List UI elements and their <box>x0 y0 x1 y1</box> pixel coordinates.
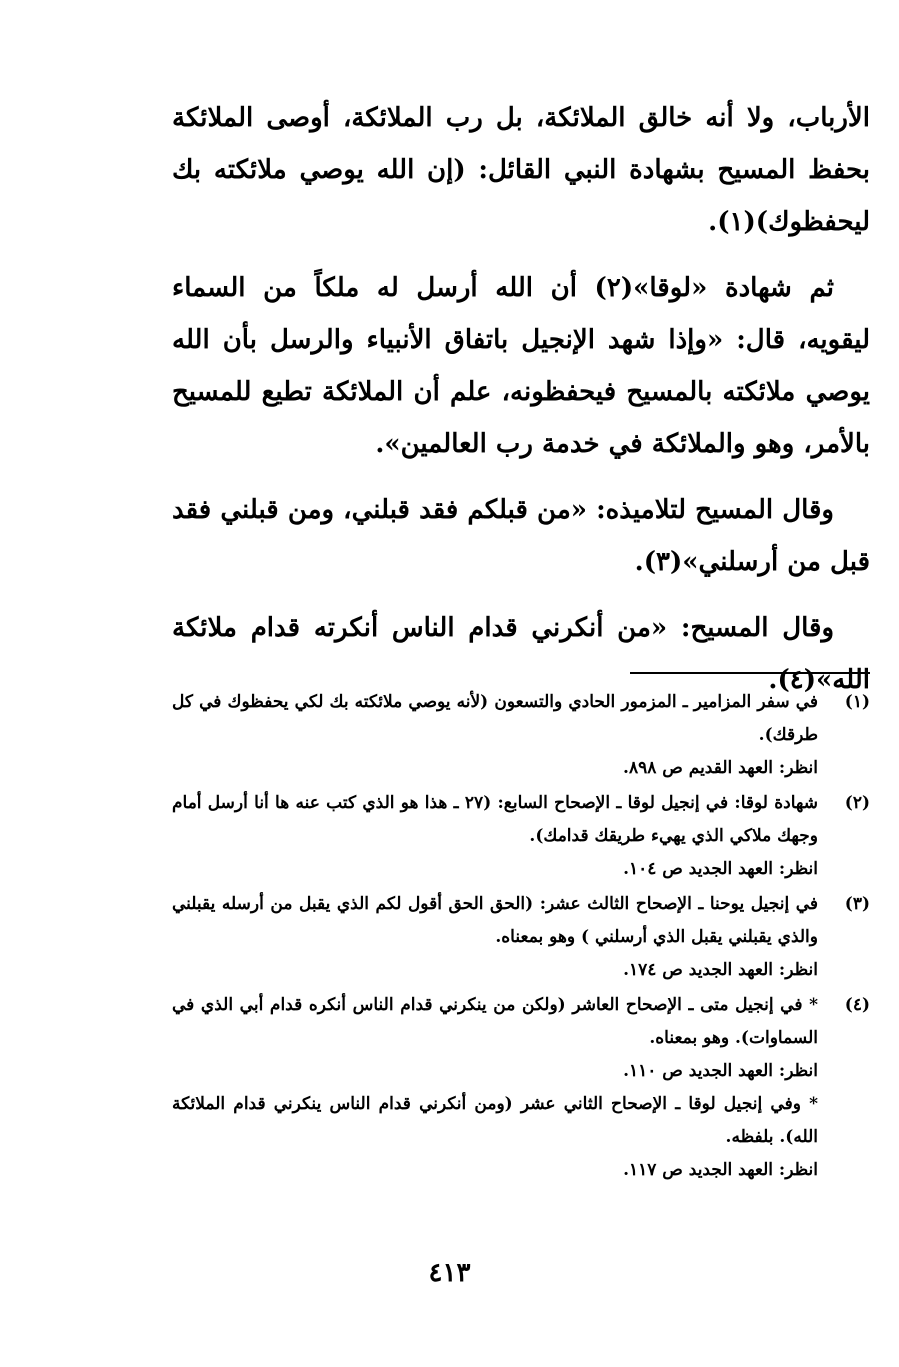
footnote <box>172 787 870 886</box>
footnote-line: في سفر المزامير ـ المزمور الحادي والتسعون (لأنه يوصي ملائكته بك لكي يحفظوك في كل طرقك). <box>172 692 818 745</box>
footnote-number: (٤) <box>844 995 870 1015</box>
footnote-line: * في إنجيل متى ـ الإصحاح العاشر (ولكن من ينكرني قدام الناس أنكره قدام أبي الذي في السماوات). وهو بمعناه. <box>172 995 818 1048</box>
paragraph: وقال المسيح لتلاميذه: «من قبلكم فقد قبلني، ومن قبلني فقد قبل من أرسلني»(٣). <box>172 495 870 577</box>
footnotes <box>172 686 870 1189</box>
footnote-line: انظر: العهد الجديد ص ١٧٤. <box>623 960 818 980</box>
page-number: ٤١٣ <box>428 1258 471 1288</box>
footnote-separator <box>630 672 870 674</box>
footnote <box>172 686 870 785</box>
paragraph: وقال المسيح: «من أنكرني قدام الناس أنكرته قدام ملائكة الله»(٤). <box>172 613 870 695</box>
footnote-line: شهادة لوقا: في إنجيل لوقا ـ الإصحاح السابع: (٢٧ ـ هذا هو الذي كتب عنه ها أنا أرسل أمام وجهك ملاكي الذي يهيء طريقك قدامك). <box>172 793 818 846</box>
footnote-line: انظر: العهد الجديد ص ١٠٤. <box>623 859 818 879</box>
footnote-line: انظر: العهد الجديد ص ١١٠. <box>623 1061 818 1081</box>
footnote-line: * وفي إنجيل لوقا ـ الإصحاح الثاني عشر (ومن أنكرني قدام الناس ينكرني قدام الملائكة الله). بلفظه. <box>172 1094 818 1147</box>
footnote-line: انظر: العهد الجديد ص ١١٧. <box>623 1160 818 1180</box>
footnote-number: (١) <box>844 692 870 712</box>
paragraph: ثم شهادة «لوقا»(٢) أن الله أرسل له ملكاً من السماء ليقويه، قال: «وإذا شهد الإنجيل باتفاق الأنبياء والرسل بأن الله يوصي ملائكته بالمسيح فيحفظونه، علم أن الملائكة تطيع للمسيح بالأمر، وهو والملائكة في خدمة رب العالمين». <box>172 273 870 459</box>
footnote-line: انظر: العهد القديم ص ٨٩٨. <box>623 758 818 778</box>
footnote <box>172 888 870 987</box>
footnote-number: (٢) <box>844 793 870 813</box>
paragraph: الأرباب، ولا أنه خالق الملائكة، بل رب الملائكة، أوصى الملائكة بحفظ المسيح بشهادة النبي القائل: (إن الله يوصي ملائكته بك ليحفظوك)(١). <box>172 103 870 237</box>
main-text <box>172 92 870 720</box>
footnote-number: (٣) <box>844 894 870 914</box>
footnote <box>172 989 870 1187</box>
footnote-line: في إنجيل يوحنا ـ الإصحاح الثالث عشر: (الحق الحق أقول لكم الذي يقبل من أرسله يقبلني والذي يقبلني يقبل الذي أرسلني ) وهو بمعناه. <box>172 894 818 947</box>
